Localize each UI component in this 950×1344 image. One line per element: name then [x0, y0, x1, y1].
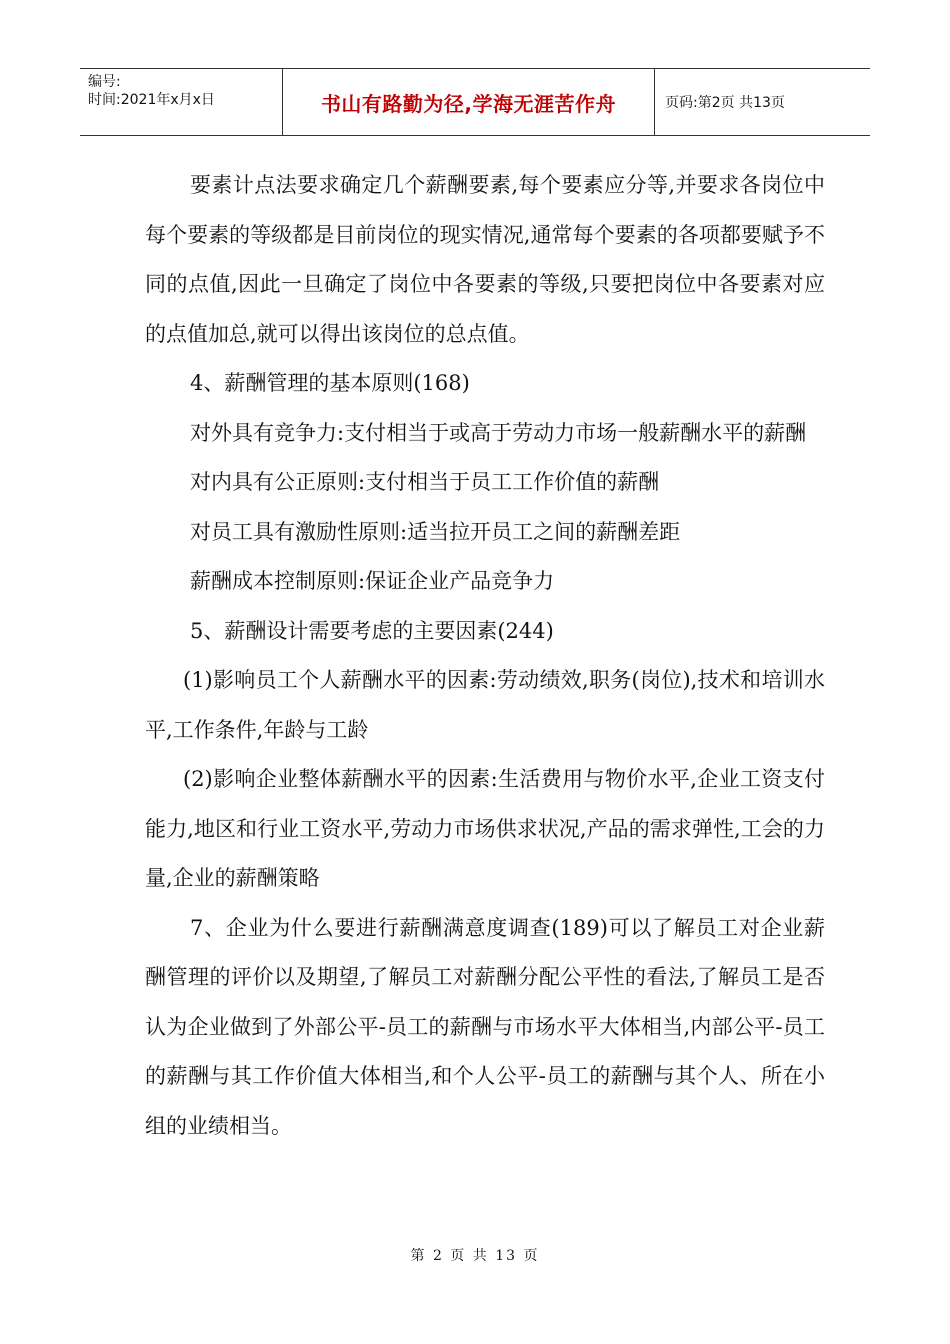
paragraph-cost-control: 薪酬成本控制原则:保证企业产品竞争力	[190, 569, 555, 593]
paragraph-employee-incentive: 对员工具有激励性原则:适当拉开员工之间的薪酬差距	[190, 519, 681, 544]
document-header	[80, 68, 870, 136]
header-page-number: 页码:第2页 共13页	[665, 95, 785, 111]
page-footer: 第 2 页 共 13 页	[410, 1248, 540, 1264]
header-meta-cell	[80, 69, 283, 135]
heading-compensation-principles: 4、薪酬管理的基本原则(168)	[190, 371, 470, 395]
time-label: 时间:2021年x月x日	[88, 92, 215, 108]
paragraph-point-factor: 要素计点法要求确定几个薪酬要素,每个要素应分等,并要求各岗位中每个要素的等级都是目前岗位的现实情况,通常每个要素的各项都要赋予不同的点值,因此一旦确定了岗位中各要素的等级,只要把岗位中各要素对应的点值加总,就可以得出该岗位的总点值。	[145, 173, 825, 346]
header-motto: 书山有路勤为径,学海无涯苦作舟	[283, 69, 655, 135]
paragraph-external-competitiveness: 对外具有竞争力:支付相当于或高于劳动力市场一般薪酬水平的薪酬	[190, 420, 807, 445]
paragraph-internal-fairness: 对内具有公正原则:支付相当于员工工作价值的薪酬	[190, 470, 660, 494]
paragraph-individual-factors: (1)影响员工个人薪酬水平的因素:劳动绩效,职务(岗位),技术和培训水平,工作条件,年龄与工龄	[145, 668, 825, 742]
document-body	[145, 161, 825, 1151]
code-label: 编号:	[88, 74, 121, 90]
paragraph-satisfaction-survey: 7、企业为什么要进行薪酬满意度调查(189)可以了解员工对企业薪酬管理的评价以及期望,了解员工对薪酬分配公平性的看法,了解员工是否认为企业做到了外部公平-员工的薪酬与市场水平大体相当,内部公平-员工的薪酬与其工作价值大体相当,和个人公平-员工的薪酬与其个人、所在小组的业绩相当。	[145, 915, 825, 1138]
paragraph-enterprise-factors: (2)影响企业整体薪酬水平的因素:生活费用与物价水平,企业工资支付能力,地区和行业工资水平,劳动力市场供求状况,产品的需求弹性,工会的力量,企业的薪酬策略	[145, 767, 825, 890]
heading-design-factors: 5、薪酬设计需要考虑的主要因素(244)	[190, 618, 554, 643]
